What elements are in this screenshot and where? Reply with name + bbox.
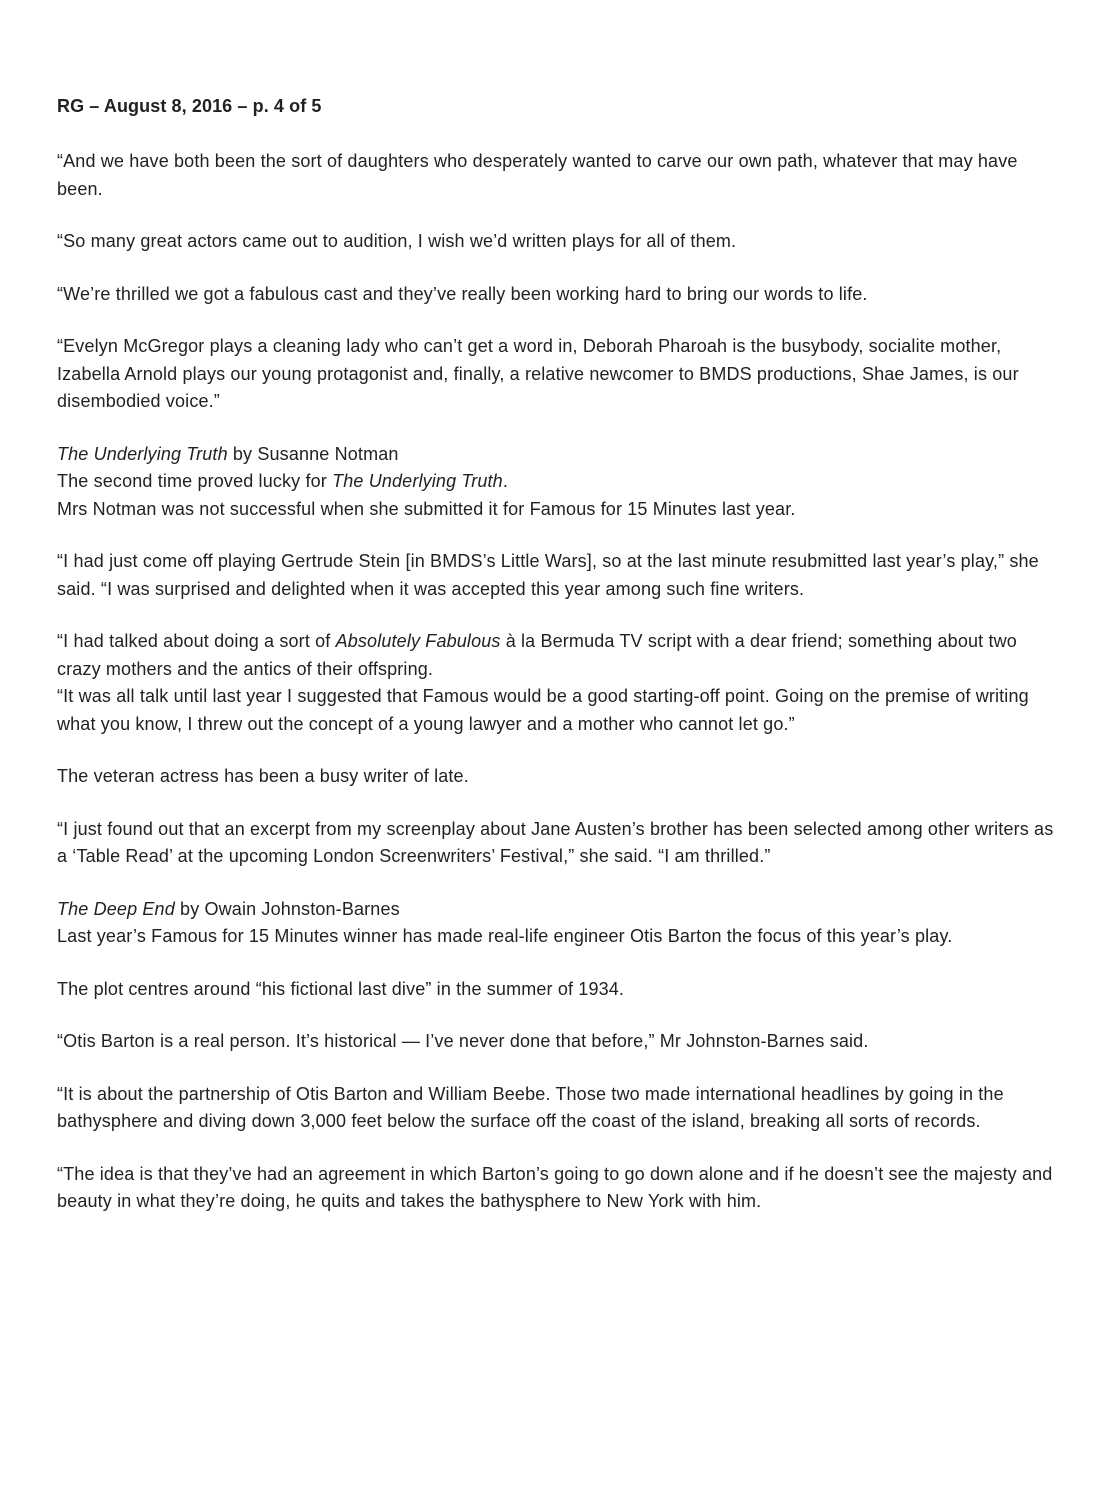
play-byline: by Owain Johnston-Barnes [174, 898, 400, 919]
play-heading-underlying-truth [57, 441, 1057, 469]
text-fragment: The second time proved lucky for [57, 471, 333, 491]
paragraph-real-person: “Otis Barton is a real person. It’s historical — I’ve never done that before,” Mr Johnston-Barnes said. [57, 1031, 869, 1051]
text-fragment: à la Bermuda TV script with a dear friend; something about two crazy mothers and the antics of their offspring. [57, 631, 1017, 679]
paragraph-partnership: “It is about the partnership of Otis Barton and William Beebe. Those two made international headlines by going in the bathysphere and diving down 3,000 feet below the surface off the coast of the island, breaking all sorts of records. [57, 1083, 1004, 1131]
paragraph-gertrude-stein: “I had just come off playing Gertrude Stein [in BMDS’s Little Wars], so at the last minute resubmitted last year’s play,” she said. “I was surprised and delighted when it was accepted this year among such fine writers. [57, 551, 1039, 599]
show-title-inline: Absolutely Fabulous [335, 631, 501, 651]
page-header: RG – August 8, 2016 – p. 4 of 5 [57, 96, 322, 116]
document-page [57, 94, 1057, 1216]
section-absolutely-fabulous [57, 628, 1057, 738]
paragraph-all-talk: “It was all talk until last year I suggested that Famous would be a good starting-off point. Going on the premise of writing what you know, I threw out the concept of a young lawyer and a mother who cannot let go.” [57, 686, 1029, 734]
paragraph-ab-fab [57, 628, 1057, 683]
paragraph-not-successful: Mrs Notman was not successful when she submitted it for Famous for 15 Minutes last year. [57, 498, 796, 519]
text-fragment: “I had talked about doing a sort of [57, 631, 336, 651]
play-title: The Deep End [57, 898, 175, 919]
text-fragment: . [502, 471, 508, 491]
paragraph-daughters: “And we have both been the sort of daughters who desperately wanted to carve our own path, whatever that may have been. [57, 151, 1018, 199]
paragraph-cast: “We’re thrilled we got a fabulous cast and they’ve really been working hard to bring our words to life. [57, 283, 868, 304]
paragraph-agreement: “The idea is that they’ve had an agreement in which Barton’s going to go down alone and if he doesn’t see the majesty and beauty in what they’re doing, he quits and takes the bathysphere to New York with him. [57, 1163, 1053, 1211]
paragraph-last-years-winner: Last year’s Famous for 15 Minutes winner has made real-life engineer Otis Barton the focus of this year’s play. [57, 926, 953, 946]
play-title: The Underlying Truth [57, 443, 228, 464]
play-title-inline: The Underlying Truth [332, 471, 503, 491]
paragraph-second-time [57, 468, 1057, 496]
paragraph-cast-list: “Evelyn McGregor plays a cleaning lady who can’t get a word in, Deborah Pharoah is the busybody, socialite mother, Izabella Arnold plays our young protagonist and, finally, a relative newcomer to BMDS productions, Shae James, is our disembodied voice.” [57, 336, 1019, 411]
paragraph-plot: The plot centres around “his fictional last dive” in the summer of 1934. [57, 978, 625, 999]
section-underlying-truth [57, 441, 1057, 524]
paragraph-audition: “So many great actors came out to audition, I wish we’d written plays for all of them. [57, 231, 737, 251]
play-byline: by Susanne Notman [227, 443, 399, 464]
paragraph-veteran-actress: The veteran actress has been a busy writer of late. [57, 766, 469, 786]
play-heading-deep-end [57, 896, 1057, 924]
section-deep-end [57, 896, 1057, 951]
paragraph-table-read: “I just found out that an excerpt from my screenplay about Jane Austen’s brother has been selected among other writers as a ‘Table Read’ at the upcoming London Screenwriters’ Festival,” she said. “I am thrilled.” [57, 818, 1054, 866]
